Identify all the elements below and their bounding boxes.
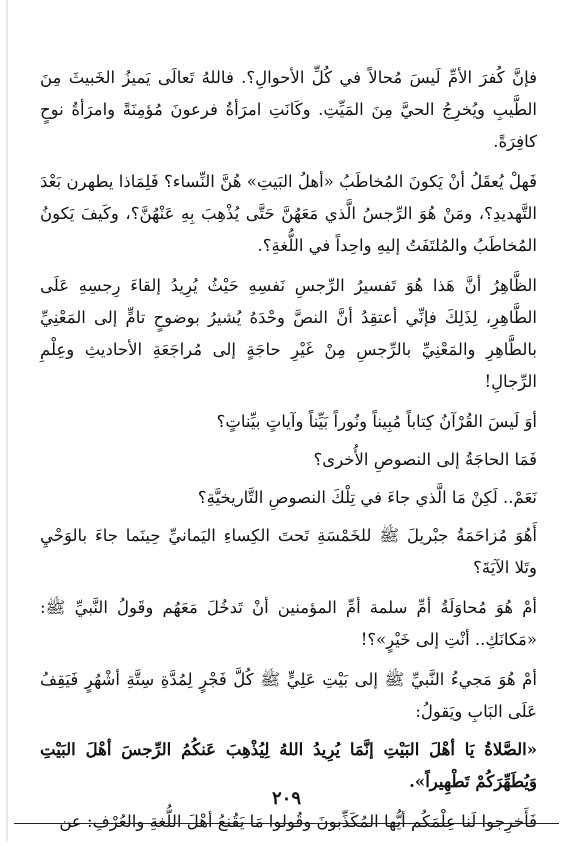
paragraph-5: فَمَا الحاجَةُ إلى النصوصِ الأُخرى؟ (313, 450, 537, 469)
paragraph-3: الظَّاهِرُ أنَّ هَذا هُوَ تَفسيرُ الرِّجسِ نَفسِهِ حَيْثُ يُرِيدُ إلقاءَ رِجسِهِ عَلَى الطَّاهِرِ، لِذَلِكَ فإنِّي أعتقِدُ أنَّ النصَّ وحْدَهُ يُشيرُ بوضوحٍ تامٍّ إلى المَعْنِيِّ بالطَّاهِرِ والمَعْنِيِّ بالرِّجسِ مِنْ غَيْرِ حاجَةٍ إلى مُراجَعَةِ الأحاديثِ وعِلْمِ الرِّجالِ! (40, 276, 537, 391)
paragraph-7: أَهُوَ مُزاحَمَةُ جبْريلَ ﷺ للخَمْسَةِ تَحتَ الكِساءِ اليَمانيِّ حِينَما جاءَ بالوَحْيِ وتَلا الآيَةَ؟ (40, 526, 537, 577)
quran-quote: «الصَّلاةُ يَا أهْلَ البَيْتِ إنَّمَا يُرِيدُ اللهُ لِيُذْهِبَ عَنكُمُ الرِّجسَ أهْلَ البَيْتِ وَيُطَهِّرَكُمْ تَطْهِيراً». (40, 740, 538, 791)
paragraph-10: فَأَخرِجوا لَنا عِلْمَكُم أيُّها المُكَذِّبونَ وقُولوا مَا يَقُنعُ أهْلَ اللُّغةِ والعُرْفِ: عن (59, 812, 537, 831)
paragraph-4: أوَ لَيسَ القُرْآنُ كِتاباً مُبِيناً ونُوراً بَيِّناً وآياتٍ بيِّناتٍ؟ (216, 412, 537, 431)
paragraph-9: أمْ هُوَ مَجيءُ النَّبيِّ ﷺ إلى بَيْتِ عَلِيٍّ ﷺ كُلَّ فَجْرٍ لِمُدَّةِ سِتَّةِ أشْهُرٍ فَيَقِفُ عَلَى البَابِ ويَقولُ: (40, 670, 537, 721)
paragraph-1: فإنَّ كُفرَ الأمِّ لَيسَ مُحالاً في كُلِّ الأحوالِ؟. فاللهُ تَعالَى يَميزُ الخَبيثَ مِنَ الطَّيبِ ويُخرِجُ الحيَّ مِنَ المَيِّتِ. وكَانَتِ امرَأةُ فرعونَ مُؤمِنَةً وامرَأةُ نوحٍ كافِرَةً. (40, 68, 537, 151)
paragraph-8: أمْ هُوَ مُحاوَلَةُ أمِّ سلمة أمِّ المؤمنين أنْ تَدخُلَ مَعَهُم وقَولُ النَّبيِّ ﷺ: «مَكانَكِ.. أنْتِ إلى خَيْرٍ»؟! (40, 598, 537, 649)
body-text (40, 62, 537, 846)
paragraph-6: نَعَمْ.. لَكِنْ مَا الَّذي جاءَ في تِلْكَ النصوصِ التَّاريخيَّةِ؟ (197, 488, 537, 507)
page-edge-shadow (6, 0, 8, 841)
paragraph-2: فَهلْ يُعقَلُ أنْ يَكونَ المُخاطَبُ «أهلُ البَيتِ» هُنَّ النِّساء؟ فَلِمَاذا يطهرن بَعْدَ التَّهديدِ؟، ومَنْ هُوَ الرِّجسُ الَّذي مَعَهُنَّ حَتَّى يُذْهِبَ بِهِ عَنْهُنَّ؟، وكَيفَ يَكونُ المُخاطَبُ والمُلتَفَتُ إليهِ واحِداً في اللُّغةِ؟. (40, 172, 537, 255)
bottom-divider (14, 823, 559, 824)
page-number: ٢٠٩ (271, 788, 301, 809)
